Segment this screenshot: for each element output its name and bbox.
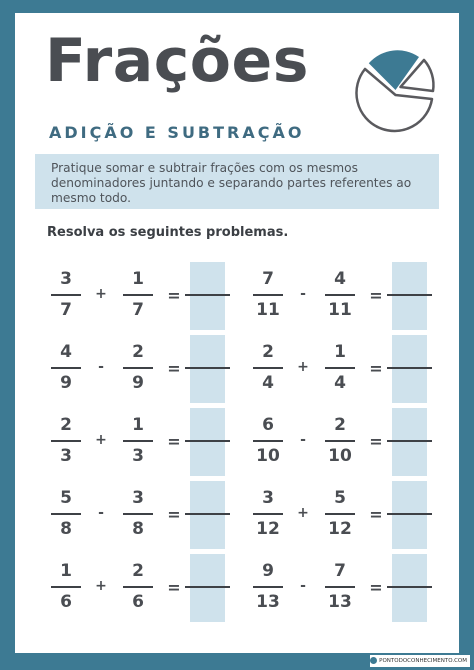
fraction-bar — [325, 294, 355, 296]
numerator: 2 — [132, 561, 144, 581]
instructions-heading: Resolva os seguintes problemas. — [47, 225, 289, 240]
operator: + — [297, 359, 309, 375]
numerator: 4 — [334, 269, 346, 289]
intro-line-3: mesmo todo. — [51, 191, 132, 205]
denominator: 11 — [328, 300, 352, 320]
denominator: 12 — [256, 519, 280, 539]
numerator: 2 — [132, 342, 144, 362]
fraction-bar — [253, 440, 283, 442]
equals-sign: = — [167, 578, 181, 597]
pie-chart-icon — [348, 33, 443, 148]
answer-line — [185, 294, 230, 296]
numerator: 3 — [262, 488, 274, 508]
equals-sign: = — [167, 359, 181, 378]
denominator: 13 — [328, 592, 352, 612]
footer-credit — [370, 655, 470, 667]
equals-sign: = — [369, 432, 383, 451]
equals-sign: = — [167, 432, 181, 451]
fraction-bar — [253, 367, 283, 369]
equals-sign: = — [369, 359, 383, 378]
operator: - — [98, 359, 104, 375]
fraction-bar — [325, 367, 355, 369]
answer-line — [185, 440, 230, 442]
answer-line — [387, 367, 432, 369]
numerator: 1 — [132, 415, 144, 435]
intro-box — [35, 154, 439, 209]
operator: + — [297, 505, 309, 521]
operator: + — [95, 578, 107, 594]
site-logo-icon — [370, 657, 377, 664]
equals-sign: = — [167, 286, 181, 305]
fraction-bar — [253, 294, 283, 296]
operator: - — [98, 505, 104, 521]
fraction-bar — [325, 513, 355, 515]
denominator: 6 — [60, 592, 72, 612]
numerator: 7 — [334, 561, 346, 581]
denominator: 13 — [256, 592, 280, 612]
numerator: 1 — [334, 342, 346, 362]
operator: - — [300, 578, 306, 594]
fraction-bar — [123, 440, 153, 442]
denominator: 10 — [256, 446, 280, 466]
worksheet-page — [15, 13, 459, 653]
denominator: 8 — [60, 519, 72, 539]
denominator: 12 — [328, 519, 352, 539]
problem-left-1 — [45, 262, 225, 330]
fraction-bar — [51, 440, 81, 442]
problem-right-4 — [247, 481, 427, 549]
numerator: 1 — [60, 561, 72, 581]
page-title: Frações — [45, 26, 309, 96]
answer-line — [387, 440, 432, 442]
denominator: 4 — [262, 373, 274, 393]
answer-box[interactable] — [190, 262, 225, 330]
problem-right-5 — [247, 554, 427, 622]
answer-line — [185, 586, 230, 588]
problem-left-5 — [45, 554, 225, 622]
equals-sign: = — [167, 505, 181, 524]
problem-left-4 — [45, 481, 225, 549]
fraction-bar — [51, 294, 81, 296]
fraction-bar — [253, 586, 283, 588]
answer-line — [387, 586, 432, 588]
denominator: 9 — [60, 373, 72, 393]
denominator: 4 — [334, 373, 346, 393]
problem-right-3 — [247, 408, 427, 476]
fraction-bar — [123, 367, 153, 369]
problem-left-3 — [45, 408, 225, 476]
numerator: 7 — [262, 269, 274, 289]
denominator: 8 — [132, 519, 144, 539]
answer-box[interactable] — [392, 408, 427, 476]
equals-sign: = — [369, 286, 383, 305]
answer-box[interactable] — [392, 262, 427, 330]
fraction-bar — [123, 513, 153, 515]
denominator: 7 — [60, 300, 72, 320]
footer-site: PONTODOCONHECIMENTO.COM — [379, 658, 467, 664]
numerator: 3 — [132, 488, 144, 508]
numerator: 2 — [60, 415, 72, 435]
denominator: 10 — [328, 446, 352, 466]
fraction-bar — [123, 294, 153, 296]
numerator: 6 — [262, 415, 274, 435]
answer-box[interactable] — [190, 554, 225, 622]
numerator: 2 — [334, 415, 346, 435]
fraction-bar — [51, 586, 81, 588]
answer-box[interactable] — [190, 408, 225, 476]
answer-line — [387, 513, 432, 515]
numerator: 1 — [132, 269, 144, 289]
answer-box[interactable] — [190, 481, 225, 549]
answer-box[interactable] — [392, 335, 427, 403]
problem-right-2 — [247, 335, 427, 403]
operator: - — [300, 286, 306, 302]
denominator: 7 — [132, 300, 144, 320]
numerator: 3 — [60, 269, 72, 289]
operator: + — [95, 432, 107, 448]
fraction-bar — [123, 586, 153, 588]
fraction-bar — [325, 586, 355, 588]
answer-box[interactable] — [190, 335, 225, 403]
intro-line-2: denominadores juntando e separando partes referentes ao — [51, 176, 412, 190]
numerator: 9 — [262, 561, 274, 581]
answer-line — [185, 513, 230, 515]
operator: - — [300, 432, 306, 448]
numerator: 5 — [334, 488, 346, 508]
fraction-bar — [51, 513, 81, 515]
numerator: 4 — [60, 342, 72, 362]
intro-line-1: Pratique somar e subtrair frações com os mesmos — [51, 161, 358, 175]
fraction-bar — [325, 440, 355, 442]
denominator: 3 — [132, 446, 144, 466]
answer-box[interactable] — [392, 481, 427, 549]
denominator: 11 — [256, 300, 280, 320]
equals-sign: = — [369, 505, 383, 524]
operator: + — [95, 286, 107, 302]
fraction-bar — [253, 513, 283, 515]
answer-line — [185, 367, 230, 369]
denominator: 3 — [60, 446, 72, 466]
answer-line — [387, 294, 432, 296]
problem-left-2 — [45, 335, 225, 403]
denominator: 9 — [132, 373, 144, 393]
page-subtitle: ADIÇÃO E SUBTRAÇÃO — [49, 123, 305, 142]
numerator: 5 — [60, 488, 72, 508]
problem-right-1 — [247, 262, 427, 330]
answer-box[interactable] — [392, 554, 427, 622]
numerator: 2 — [262, 342, 274, 362]
denominator: 6 — [132, 592, 144, 612]
fraction-bar — [51, 367, 81, 369]
equals-sign: = — [369, 578, 383, 597]
